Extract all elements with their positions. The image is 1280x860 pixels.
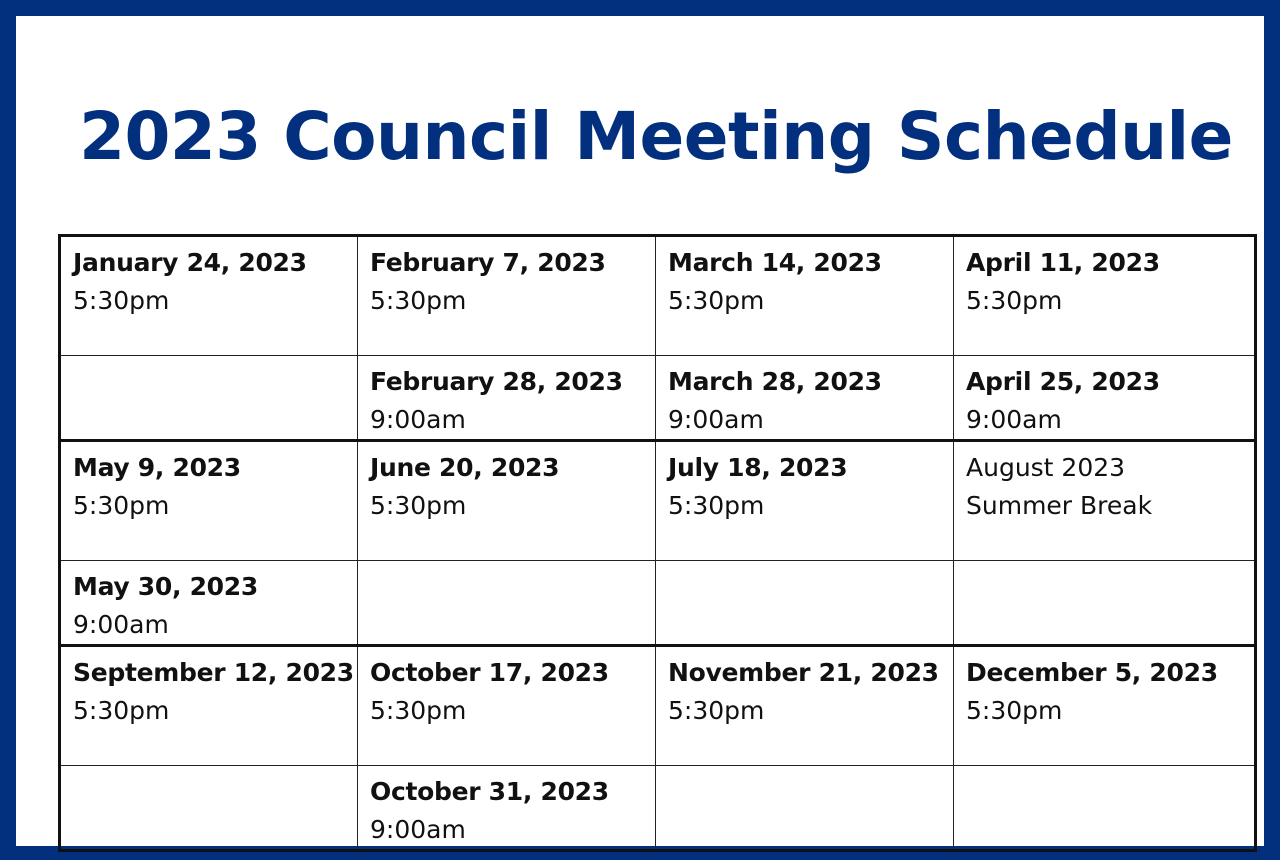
meeting-date: July 18, 2023 bbox=[668, 453, 848, 482]
meeting-time: 5:30pm bbox=[73, 696, 170, 725]
schedule-row bbox=[60, 441, 1256, 561]
meeting-date: June 20, 2023 bbox=[370, 453, 560, 482]
break-label: Summer Break bbox=[966, 491, 1153, 520]
schedule-cell-empty bbox=[954, 766, 1256, 851]
schedule-cell bbox=[954, 236, 1256, 356]
meeting-time: 9:00am bbox=[73, 610, 169, 639]
meeting-date: September 12, 2023 bbox=[73, 658, 354, 687]
meeting-date: January 24, 2023 bbox=[73, 248, 307, 277]
meeting-date: March 14, 2023 bbox=[668, 248, 882, 277]
meeting-time: 5:30pm bbox=[370, 491, 467, 520]
schedule-cell-empty bbox=[656, 561, 954, 646]
meeting-date: November 21, 2023 bbox=[668, 658, 939, 687]
schedule-cell bbox=[60, 236, 358, 356]
meeting-time: 5:30pm bbox=[73, 286, 170, 315]
meeting-date: April 25, 2023 bbox=[966, 367, 1160, 396]
meeting-date: February 28, 2023 bbox=[370, 367, 623, 396]
meeting-date: March 28, 2023 bbox=[668, 367, 882, 396]
schedule-cell bbox=[954, 646, 1256, 766]
schedule-cell-note bbox=[954, 441, 1256, 561]
meeting-date: April 11, 2023 bbox=[966, 248, 1160, 277]
meeting-time: 5:30pm bbox=[370, 286, 467, 315]
schedule-cell bbox=[656, 356, 954, 441]
schedule-cell bbox=[358, 766, 656, 851]
schedule-row bbox=[60, 646, 1256, 766]
schedule-row bbox=[60, 766, 1256, 851]
schedule-cell bbox=[656, 646, 954, 766]
schedule-cell bbox=[358, 646, 656, 766]
schedule-cell bbox=[358, 356, 656, 441]
meeting-time: 5:30pm bbox=[668, 286, 765, 315]
meeting-time: 5:30pm bbox=[966, 696, 1063, 725]
schedule-cell-empty bbox=[656, 766, 954, 851]
schedule-cell bbox=[358, 236, 656, 356]
meeting-date: February 7, 2023 bbox=[370, 248, 606, 277]
meeting-time: 9:00am bbox=[370, 405, 466, 434]
meeting-date: October 31, 2023 bbox=[370, 777, 609, 806]
schedule-cell bbox=[60, 441, 358, 561]
schedule-row bbox=[60, 356, 1256, 441]
schedule-cell bbox=[954, 356, 1256, 441]
meeting-schedule-table bbox=[58, 234, 1257, 852]
page-title: 2023 Council Meeting Schedule bbox=[79, 98, 1233, 175]
meeting-time: 5:30pm bbox=[668, 696, 765, 725]
break-month: August 2023 bbox=[966, 453, 1126, 482]
meeting-date: May 9, 2023 bbox=[73, 453, 241, 482]
meeting-time: 5:30pm bbox=[668, 491, 765, 520]
meeting-time: 5:30pm bbox=[966, 286, 1063, 315]
meeting-date: May 30, 2023 bbox=[73, 572, 258, 601]
schedule-cell bbox=[60, 561, 358, 646]
schedule-cell-empty bbox=[60, 356, 358, 441]
meeting-time: 5:30pm bbox=[370, 696, 467, 725]
meeting-time: 9:00am bbox=[966, 405, 1062, 434]
meeting-time: 9:00am bbox=[668, 405, 764, 434]
schedule-cell-empty bbox=[358, 561, 656, 646]
schedule-cell bbox=[656, 441, 954, 561]
meeting-time: 5:30pm bbox=[73, 491, 170, 520]
schedule-cell bbox=[656, 236, 954, 356]
meeting-time: 9:00am bbox=[370, 815, 466, 844]
schedule-cell bbox=[60, 646, 358, 766]
meeting-date: December 5, 2023 bbox=[966, 658, 1218, 687]
schedule-row bbox=[60, 561, 1256, 646]
schedule-cell-empty bbox=[60, 766, 358, 851]
schedule-row bbox=[60, 236, 1256, 356]
schedule-cell-empty bbox=[954, 561, 1256, 646]
meeting-date: October 17, 2023 bbox=[370, 658, 609, 687]
schedule-cell bbox=[358, 441, 656, 561]
